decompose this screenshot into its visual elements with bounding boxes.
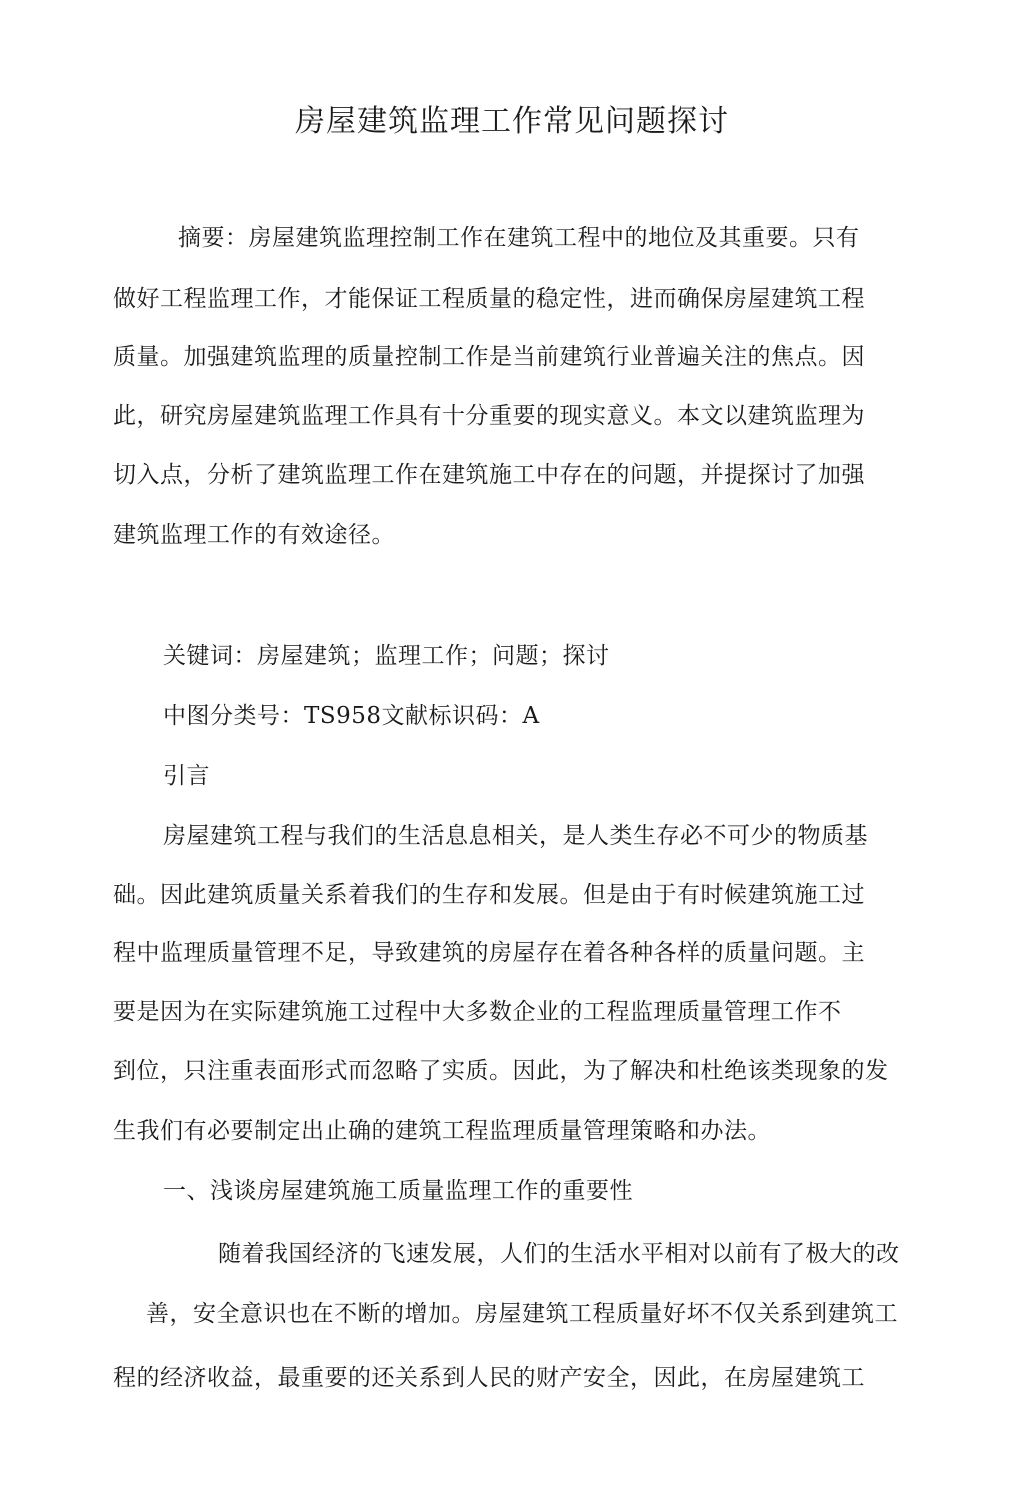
intro-line: 生我们有必要制定出止确的建筑工程监理质量管理策略和办法。 bbox=[113, 1118, 771, 1144]
intro-line: 程中监理质量管理不足，导致建筑的房屋存在着各种各样的质量问题。主 bbox=[113, 940, 865, 966]
section-line: 随着我国经济的飞速发展，人们的生活水平相对以前有了极大的改 bbox=[218, 1241, 900, 1267]
abstract-line: 建筑监理工作的有效途径。 bbox=[113, 522, 395, 548]
keywords-line: 关键词：房屋建筑；监理工作；问题；探讨 bbox=[163, 643, 610, 669]
intro-line: 要是因为在实际建筑施工过程中大多数企业的工程监理质量管理工作不 bbox=[113, 999, 842, 1025]
abstract-line: 做好工程监理工作，才能保证工程质量的稳定性，进而确保房屋建筑工程 bbox=[113, 286, 865, 312]
intro-heading: 引言 bbox=[163, 763, 210, 789]
abstract-line: 此，研究房屋建筑监理工作具有十分重要的现实意义。本文以建筑监理为 bbox=[113, 403, 865, 429]
classification-line: 中图分类号：TS958文献标识码：A bbox=[163, 703, 540, 729]
section-line: 善，安全意识也在不断的增加。房屋建筑工程质量好坏不仅关系到建筑工 bbox=[146, 1301, 898, 1327]
section-line: 程的经济收益，最重要的还关系到人民的财产安全，因此，在房屋建筑工 bbox=[113, 1365, 865, 1391]
section-heading: 一、浅谈房屋建筑施工质量监理工作的重要性 bbox=[163, 1178, 633, 1204]
abstract-line: 质量。加强建筑监理的质量控制工作是当前建筑行业普遍关注的焦点。因 bbox=[113, 344, 865, 370]
intro-line: 到位，只注重表面形式而忽略了实质。因此，为了解决和杜绝该类现象的发 bbox=[113, 1058, 889, 1084]
document-title: 房屋建筑监理工作常见问题探讨 bbox=[295, 104, 729, 139]
abstract-line: 摘要：房屋建筑监理控制工作在建筑工程中的地位及其重要。只有 bbox=[178, 225, 860, 251]
intro-line: 房屋建筑工程与我们的生活息息相关，是人类生存必不可少的物质基 bbox=[163, 823, 868, 849]
abstract-line: 切入点，分析了建筑监理工作在建筑施工中存在的问题，并提探讨了加强 bbox=[113, 462, 865, 488]
intro-line: 础。因此建筑质量关系着我们的生存和发展。但是由于有时候建筑施工过 bbox=[113, 882, 865, 908]
